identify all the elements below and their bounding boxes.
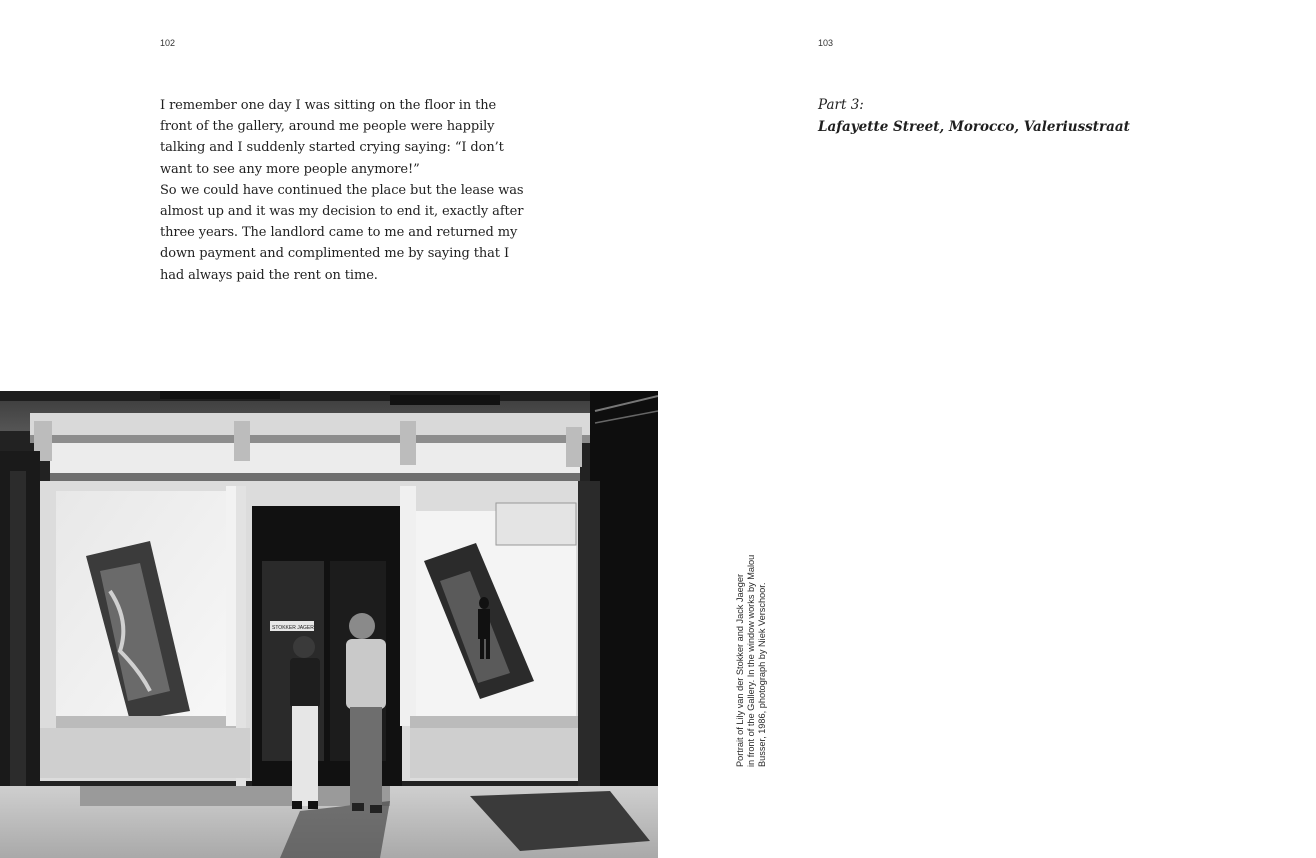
part-heading <box>818 95 1238 138</box>
caption-line-1: Portrait of Lily van der Stokker and Jack Jaeger <box>735 573 745 767</box>
paragraph-2: So we could have continued the place but the lease was almost up and it was my decision to end it, exactly after three years. The landlord came to me and returned my down payment and complimented me by saying that I had always paid the rent on time. <box>160 182 524 283</box>
gallery-storefront-photo <box>0 391 658 858</box>
caption-line-3: Busser, 1986, photograph by Niek Verschoor. <box>757 582 767 767</box>
body-text <box>160 95 530 286</box>
part-title: Lafayette Street, Morocco, Valeriusstraat <box>818 118 1130 135</box>
page-number-right: 103 <box>818 38 834 48</box>
door-sign: STOKKER JAGER <box>272 625 314 631</box>
paragraph-1: I remember one day I was sitting on the floor in the front of the gallery, around me people were happily talking and I suddenly started crying saying: “I don’t want to see any more people anymore!” <box>160 98 504 177</box>
caption-line-2: in front of the Gallery. In the window works by Malou <box>746 554 756 767</box>
page-number-left: 102 <box>160 38 176 48</box>
part-label: Part 3: <box>818 97 864 113</box>
photo-caption <box>735 535 775 767</box>
